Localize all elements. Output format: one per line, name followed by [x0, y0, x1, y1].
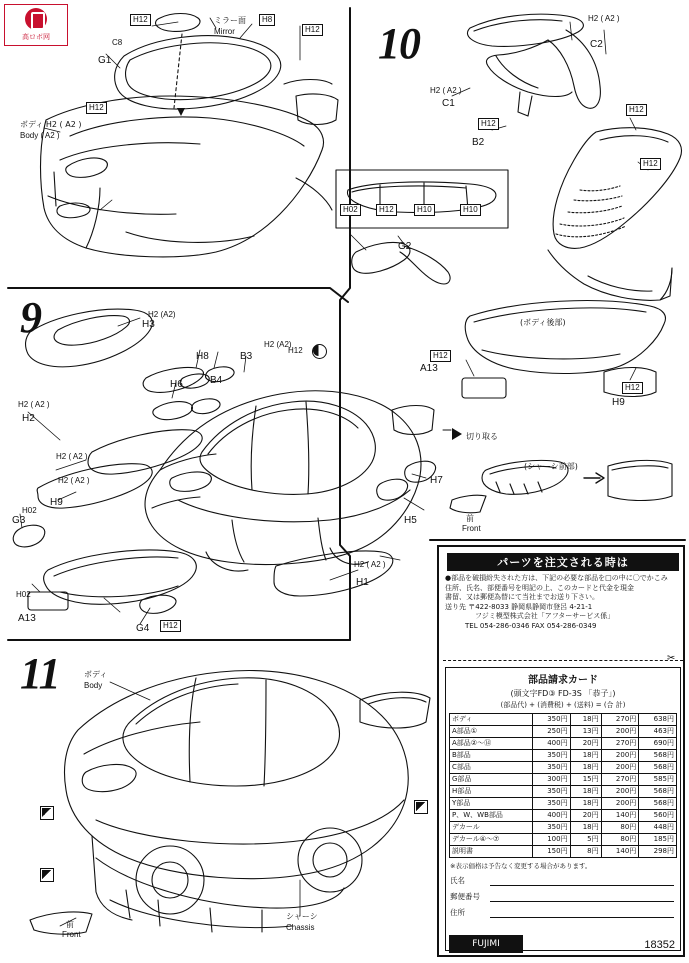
cut-line-divider: [443, 660, 683, 661]
section-number-10: 10: [378, 19, 420, 68]
table-row: [450, 846, 677, 858]
label-front-en-11: Front: [62, 930, 81, 939]
cell-total: 568円: [639, 762, 677, 774]
cell-price: 250円: [532, 726, 570, 738]
field-label-address: 住所: [450, 908, 465, 917]
field-name[interactable]: [450, 874, 674, 886]
cell-name: Y部品: [450, 798, 533, 810]
cell-name: A部品①: [450, 726, 533, 738]
table-row: [450, 726, 677, 738]
label-body-jp-11: ボディ: [84, 670, 108, 679]
cell-total: 298円: [639, 846, 677, 858]
label-front-en-10: Front: [462, 524, 481, 533]
cell-ship: 270円: [601, 738, 639, 750]
cell-tax: 18円: [570, 822, 601, 834]
part-label-a13-top: A13: [420, 363, 438, 374]
cell-total: 638円: [639, 714, 677, 726]
parts-order-panel: [437, 545, 685, 957]
cell-price: 150円: [532, 846, 570, 858]
field-input-name[interactable]: [490, 874, 674, 886]
part-label-h1: H1: [356, 577, 369, 588]
order-text-line-1: 住所、氏名、部便番号を明記の上、このカードと代金を現金: [445, 583, 634, 592]
logo-mark-icon: [25, 8, 47, 30]
card-subtitle: (頭文字FD③ FD-3S 「恭子」): [510, 689, 616, 698]
part-label-h02-sec9b: H02: [16, 590, 31, 599]
label-body-jp: ボディ H2 ( A2 ): [20, 120, 82, 129]
cell-name: C部品: [450, 762, 533, 774]
cell-name: 説明書: [450, 846, 533, 858]
label-body-rear: (ボディ後部): [520, 318, 566, 327]
manufacturer-stamp: FUJIMI: [449, 935, 523, 953]
cell-ship: 200円: [601, 726, 639, 738]
product-number: 18352: [644, 939, 675, 951]
cell-price: 300円: [532, 774, 570, 786]
label-mirror-jp: ミラー面: [214, 16, 246, 25]
cell-total: 568円: [639, 750, 677, 762]
scissors-icon: ✂: [667, 653, 676, 664]
order-panel-text: [445, 574, 681, 631]
part-label-h10-a: H10: [414, 204, 435, 216]
table-row: [450, 834, 677, 846]
part-label-b3: B3: [240, 351, 253, 362]
cell-tax: 18円: [570, 714, 601, 726]
card-title: 部品請求カード: [528, 675, 598, 686]
cell-total: 585円: [639, 774, 677, 786]
table-row: [450, 822, 677, 834]
cell-name: B部品: [450, 750, 533, 762]
cell-ship: 80円: [601, 834, 639, 846]
label-chassis-front: (シャーシ前部): [524, 462, 578, 471]
part-label-h2-sec9b: H2 (A2): [264, 340, 292, 349]
cell-ship: 80円: [601, 822, 639, 834]
part-label-h12-g: H12: [430, 350, 451, 362]
field-input-postal[interactable]: [490, 890, 674, 902]
part-label-h9-top: H9: [612, 397, 625, 408]
part-label-h2-a2-sec9: H2 ( A2 ): [18, 400, 50, 409]
part-label-h9-sec9: H9: [50, 497, 63, 508]
cell-total: 568円: [639, 798, 677, 810]
field-input-address[interactable]: [490, 906, 674, 918]
cell-price: 350円: [532, 798, 570, 810]
cell-ship: 200円: [601, 786, 639, 798]
table-row: [450, 774, 677, 786]
cell-ship: 140円: [601, 846, 639, 858]
cell-total: 560円: [639, 810, 677, 822]
parts-request-card: [445, 667, 681, 951]
cell-price: 350円: [532, 762, 570, 774]
cell-tax: 18円: [570, 762, 601, 774]
parts-price-table: [449, 713, 677, 858]
cell-tax: 15円: [570, 774, 601, 786]
part-label-c8: C8: [112, 38, 123, 47]
part-label-g4: G4: [136, 623, 150, 634]
part-label-h12-f: H12: [376, 204, 397, 216]
part-label-h8: H8: [259, 14, 275, 26]
cell-total: 448円: [639, 822, 677, 834]
cell-name: デカール④〜⑦: [450, 834, 533, 846]
part-label-h2-a2-sec9d: H2 ( A2 ): [354, 560, 386, 569]
cell-name: A部品②〜⑭: [450, 738, 533, 750]
part-label-c1: C1: [442, 98, 455, 109]
part-label-h02-sec9: H02: [22, 506, 37, 515]
cell-price: 350円: [532, 822, 570, 834]
part-label-g2: G2: [398, 241, 412, 252]
field-label-name: 氏名: [450, 876, 465, 885]
cell-price: 400円: [532, 738, 570, 750]
label-chassis-jp: シャーシ: [286, 912, 318, 921]
part-label-h12-d: H12: [626, 104, 647, 116]
cell-total: 463円: [639, 726, 677, 738]
part-label-h8b: H8: [196, 351, 209, 362]
part-label-h12-sec9b: H12: [160, 620, 181, 632]
marker-square-icon-3: [40, 868, 54, 882]
table-row: [450, 762, 677, 774]
label-chassis-en: Chassis: [286, 923, 315, 932]
table-row: [450, 750, 677, 762]
part-label-c2: C2: [590, 39, 603, 50]
part-label-g3: G3: [12, 515, 26, 526]
field-label-postal: 郵便番号: [450, 892, 480, 901]
cell-name: デカール: [450, 822, 533, 834]
cell-price: 350円: [532, 714, 570, 726]
marker-circle-icon: [312, 344, 327, 359]
part-label-h2: H2: [22, 413, 35, 424]
cell-name: G部品: [450, 774, 533, 786]
table-row: [450, 798, 677, 810]
cell-name: ボディ: [450, 714, 533, 726]
part-label-h2-a2-sec9c: H2 ( A2 ): [58, 476, 90, 485]
cell-price: 400円: [532, 810, 570, 822]
marker-square-icon-2: [414, 800, 428, 814]
card-subtitle-2: (部品代) + (消費税) + (送料) = (合 計): [500, 701, 626, 709]
table-row: [450, 810, 677, 822]
marker-square-icon-1: [40, 806, 54, 820]
part-label-h12: H12: [130, 14, 151, 26]
price-change-note: ※表示価格は予告なく変更する場合があります。: [450, 862, 592, 870]
field-postal[interactable]: [450, 890, 674, 902]
order-text-line-3: 送り先 〒422-8033 静岡県静岡市登呂 4-21-1: [445, 602, 593, 611]
part-label-h10-b: H10: [460, 204, 481, 216]
cell-ship: 270円: [601, 714, 639, 726]
logo-text: 高ロボ网: [22, 33, 50, 41]
part-label-b12: H12: [478, 118, 499, 130]
cell-ship: 140円: [601, 810, 639, 822]
cell-total: 568円: [639, 786, 677, 798]
label-cut: 切り取る: [466, 432, 498, 441]
cell-tax: 18円: [570, 786, 601, 798]
site-logo: [4, 4, 68, 46]
table-row: [450, 786, 677, 798]
cell-tax: 5円: [570, 834, 601, 846]
part-label-h12-e: H12: [640, 158, 661, 170]
cell-tax: 13円: [570, 726, 601, 738]
part-label-h7: H7: [430, 475, 443, 486]
part-label-h02-a: H02: [340, 204, 361, 216]
cell-name: P、W、WB部品: [450, 810, 533, 822]
section-number-11: 11: [20, 649, 60, 698]
part-label-h12-h: H12: [622, 382, 643, 394]
label-front-jp-10: 前: [466, 514, 474, 523]
label-mirror-en: Mirror: [214, 27, 235, 36]
part-label-h3: H3: [142, 319, 155, 330]
field-address[interactable]: [450, 906, 674, 918]
cell-ship: 270円: [601, 774, 639, 786]
part-label-b2: B2: [472, 137, 485, 148]
cell-ship: 200円: [601, 762, 639, 774]
part-label-h12-b: H12: [302, 24, 323, 36]
label-front-jp-11: 前: [66, 920, 74, 929]
part-label-h12-sec9: H12: [288, 346, 303, 355]
table-row: [450, 714, 677, 726]
cell-price: 100円: [532, 834, 570, 846]
part-label-h2-a2-sec9b: H2 ( A2 ): [56, 452, 88, 461]
order-text-line-4: フジミ模型株式会社「アフターサービス係」: [475, 612, 615, 620]
order-text-line-5: TEL 054-286-0346 FAX 054-286-0349: [465, 621, 597, 630]
table-row: [450, 738, 677, 750]
order-text-line-2: 書留、又は郵便為替にて当社までお送り下さい。: [445, 593, 599, 601]
cell-ship: 200円: [601, 798, 639, 810]
cell-tax: 8円: [570, 846, 601, 858]
cell-price: 350円: [532, 786, 570, 798]
cell-name: H部品: [450, 786, 533, 798]
label-body-en: Body ( A2 ): [20, 131, 60, 140]
part-label-h2-a2-c1: H2 ( A2 ): [430, 86, 462, 95]
cell-price: 350円: [532, 750, 570, 762]
cell-tax: 18円: [570, 750, 601, 762]
cell-total: 185円: [639, 834, 677, 846]
section-number-9: 9: [20, 293, 41, 342]
part-label-h6: H6: [170, 379, 183, 390]
part-label-a13-sec9: A13: [18, 613, 36, 624]
part-label-g1: G1: [98, 55, 112, 66]
part-label-h2-sec9: H2 (A2): [148, 310, 176, 319]
cell-tax: 20円: [570, 810, 601, 822]
order-panel-header: パーツを注文される時は: [447, 553, 679, 571]
part-label-b4: B4: [210, 375, 223, 386]
part-label-h2-a2-top: H2 ( A2 ): [588, 14, 620, 23]
cell-ship: 200円: [601, 750, 639, 762]
cell-tax: 20円: [570, 738, 601, 750]
cell-tax: 18円: [570, 798, 601, 810]
label-body-en-11: Body: [84, 681, 103, 690]
part-label-h5: H5: [404, 515, 417, 526]
order-text-line-0: ●部品を破損紛失された方は、下記の必要な部品を□の中に〇でかこみ: [445, 574, 668, 582]
part-label-h12-c: H12: [86, 102, 107, 114]
cell-total: 690円: [639, 738, 677, 750]
